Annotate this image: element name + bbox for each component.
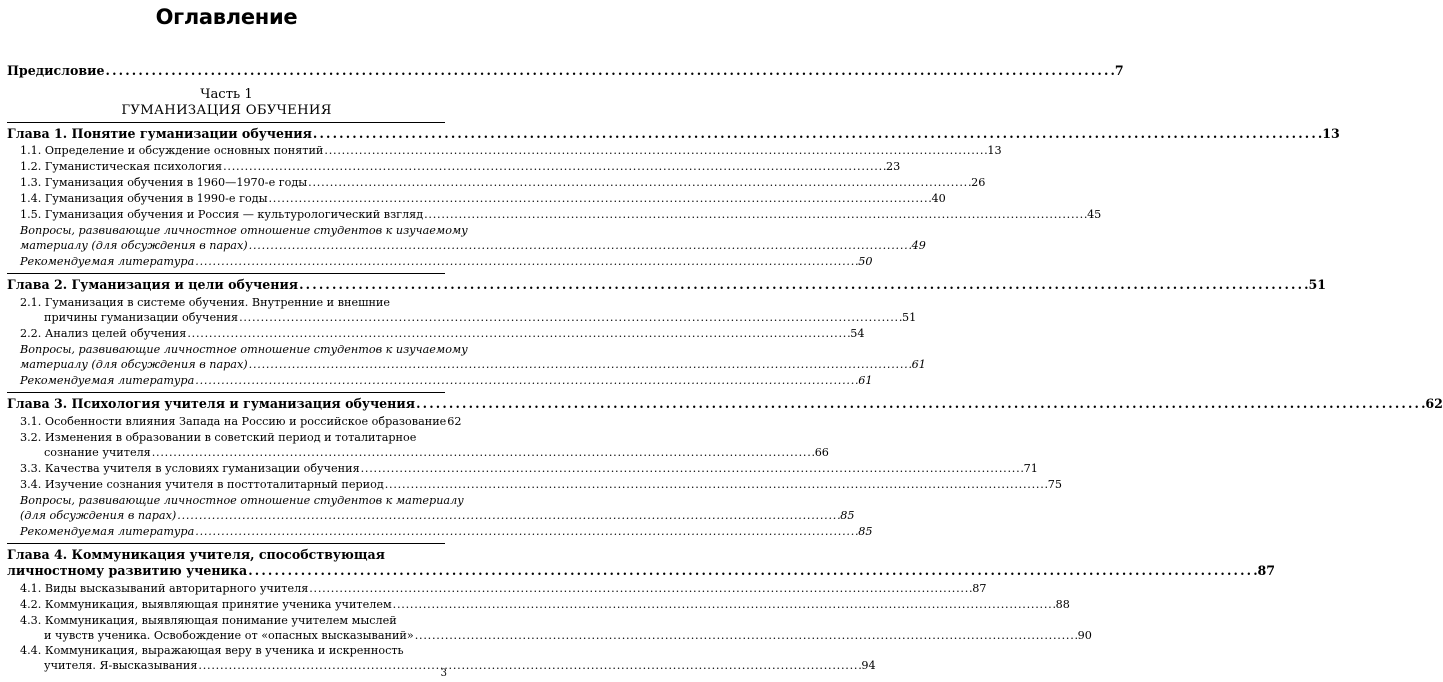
toc-page-number: 88 xyxy=(1055,598,1070,611)
chapter-divider xyxy=(7,543,445,544)
toc-entry-label: причины гуманизации обучения xyxy=(44,311,239,324)
toc-page-number: 40 xyxy=(931,192,946,205)
dot-leader xyxy=(268,191,931,206)
dot-leader xyxy=(360,461,1023,476)
toc-entry[interactable] xyxy=(20,254,873,269)
dot-leader xyxy=(194,254,857,269)
chapter-title: Глава 2. Гуманизация и цели обучения xyxy=(7,277,299,292)
toc-entry-label: материалу (для обсуждения в парах) xyxy=(20,239,248,252)
dot-leader xyxy=(308,581,971,596)
toc-entry[interactable] xyxy=(20,414,462,429)
toc-page-number: 54 xyxy=(850,327,865,340)
dot-leader xyxy=(151,445,814,460)
toc-page-number: 62 xyxy=(1425,396,1443,411)
toc-entry[interactable] xyxy=(20,477,1062,492)
dot-leader xyxy=(176,508,839,523)
toc-page-number: 94 xyxy=(861,659,876,672)
toc-entry[interactable] xyxy=(44,628,1092,643)
chapter-title: личностному развитию ученика xyxy=(7,563,248,578)
dot-leader xyxy=(105,63,1114,78)
chapter-divider xyxy=(7,392,445,393)
dot-leader xyxy=(298,277,1307,292)
toc-entry[interactable] xyxy=(20,597,1070,612)
toc-entry-label: 4.2. Коммуникация, выявляющая принятие ученика учителем xyxy=(20,598,392,611)
part-title: ГУМАНИЗАЦИЯ ОБУЧЕНИЯ xyxy=(121,103,332,118)
dot-leader xyxy=(197,658,860,673)
toc-entry-line: Вопросы, развивающие личностное отношение студентов к материалу xyxy=(20,494,464,507)
toc-chapter-2[interactable] xyxy=(7,277,1326,292)
dot-leader xyxy=(423,207,1086,222)
dot-leader xyxy=(238,310,901,325)
toc-entry[interactable] xyxy=(20,143,1002,158)
toc-entry-label: (для обсуждения в парах) xyxy=(20,509,177,522)
toc-page-number: 61 xyxy=(911,358,926,371)
dot-leader xyxy=(194,373,857,388)
toc-entry-label: 1.5. Гуманизация обучения и Россия — культурологический взгляд xyxy=(20,208,424,221)
toc-entry-label: 1.1. Определение и обсуждение основных понятий xyxy=(20,144,324,157)
chapter-divider xyxy=(7,273,445,274)
toc-entry-label: 3.4. Изучение сознания учителя в посттоталитарный период xyxy=(20,478,384,491)
chapter-title: Глава 3. Психология учителя и гуманизация обучения xyxy=(7,396,416,411)
toc-page-number: 50 xyxy=(858,255,873,268)
toc-entry[interactable] xyxy=(44,658,876,673)
toc-page-number: 62 xyxy=(447,415,462,428)
dot-leader xyxy=(248,238,911,253)
toc-chapter-3[interactable] xyxy=(7,396,1443,411)
toc-entry[interactable] xyxy=(20,508,855,523)
toc-entry[interactable] xyxy=(20,238,926,253)
toc-page-number: 87 xyxy=(1257,563,1276,578)
toc-entry-label: 3.1. Особенности влияния Запада на Россию и российское образование xyxy=(20,415,447,428)
dot-leader xyxy=(414,628,1077,643)
toc-page-number: 13 xyxy=(1322,126,1340,141)
toc-entry-label: 1.3. Гуманизация обучения в 1960—1970-е годы xyxy=(20,176,308,189)
toc-entry[interactable] xyxy=(20,581,987,596)
dot-leader xyxy=(247,563,1256,578)
toc-page-number: 26 xyxy=(971,176,986,189)
toc-page-number: 51 xyxy=(1308,277,1326,292)
toc-page-number: 75 xyxy=(1047,478,1062,491)
toc-entry-label: 1.4. Гуманизация обучения в 1990-е годы xyxy=(20,192,268,205)
toc-entry-line: 2.1. Гуманизация в системе обучения. Внутренние и внешние xyxy=(20,296,391,309)
toc-entry-label: Рекомендуемая литература xyxy=(20,525,195,538)
toc-entry[interactable] xyxy=(20,175,986,190)
toc-entry-line: 3.2. Изменения в образовании в советский период и тоталитарное xyxy=(20,431,417,444)
toc-page-number: 51 xyxy=(902,311,917,324)
page-number: 3 xyxy=(440,668,447,679)
toc-entry[interactable] xyxy=(44,310,917,325)
toc-page-number: 13 xyxy=(987,144,1002,157)
toc-page-number: 85 xyxy=(840,509,855,522)
dot-leader xyxy=(222,159,885,174)
toc-entry-label: материалу (для обсуждения в парах) xyxy=(20,358,248,371)
toc-entry[interactable] xyxy=(20,159,901,174)
toc-entry-label: 2.2. Анализ целей обучения xyxy=(20,327,187,340)
dot-leader xyxy=(415,396,1424,411)
toc-page-number: 61 xyxy=(858,374,873,387)
toc-entry[interactable] xyxy=(20,373,873,388)
toc-entry-label: Рекомендуемая литература xyxy=(20,374,195,387)
toc-page-number: 87 xyxy=(972,582,987,595)
chapter-divider xyxy=(7,122,445,123)
toc-entry-line: 4.3. Коммуникация, выявляющая понимание учителем мыслей xyxy=(20,614,397,627)
toc-entry[interactable] xyxy=(20,326,865,341)
toc-entry-label: сознание учителя xyxy=(44,446,151,459)
toc-entry-line: 4.4. Коммуникация, выражающая веру в ученика и искренность xyxy=(20,644,404,657)
toc-page-number: 7 xyxy=(1114,63,1124,78)
toc-entry-label: и чувств ученика. Освобождение от «опасных высказываний» xyxy=(44,629,414,642)
toc-page-number: 45 xyxy=(1087,208,1102,221)
chapter-title-line: Глава 4. Коммуникация учителя, способствующая xyxy=(7,547,385,562)
toc-entry[interactable] xyxy=(20,207,1102,222)
toc-page-number: 49 xyxy=(911,239,926,252)
toc-entry-label: 3.3. Качества учителя в условиях гуманизации обучения xyxy=(20,462,360,475)
page-title: Оглавление xyxy=(155,5,298,29)
dot-leader xyxy=(186,326,849,341)
chapter-title: Глава 1. Понятие гуманизации обучения xyxy=(7,126,312,141)
toc-entry[interactable] xyxy=(20,191,946,206)
toc-entry-label: Рекомендуемая литература xyxy=(20,255,195,268)
toc-entry-preface[interactable] xyxy=(7,63,1124,78)
toc-page-number: 71 xyxy=(1023,462,1038,475)
toc-entry-line: Вопросы, развивающие личностное отношение студентов к изучаемому xyxy=(20,343,468,356)
toc-entry[interactable] xyxy=(44,445,829,460)
dot-leader xyxy=(307,175,970,190)
toc-chapter-4[interactable] xyxy=(7,563,1276,578)
dot-leader xyxy=(248,357,911,372)
toc-page-number: 23 xyxy=(886,160,901,173)
toc-chapter-1[interactable] xyxy=(7,126,1340,141)
toc-page-number: 66 xyxy=(814,446,829,459)
toc-entry-label: Предисловие xyxy=(7,63,105,78)
toc-entry-label: 1.2. Гуманистическая психология xyxy=(20,160,223,173)
toc-entry[interactable] xyxy=(20,524,873,539)
toc-entry[interactable] xyxy=(20,357,926,372)
dot-leader xyxy=(312,126,1321,141)
part-label: Часть 1 xyxy=(200,87,253,102)
toc-entry-line: Вопросы, развивающие личностное отношение студентов к изучаемому xyxy=(20,224,468,237)
dot-leader xyxy=(323,143,986,158)
toc-entry-label: 4.1. Виды высказываний авторитарного учителя xyxy=(20,582,309,595)
dot-leader xyxy=(384,477,1047,492)
dot-leader xyxy=(392,597,1055,612)
toc-page-number: 90 xyxy=(1077,629,1092,642)
toc-page-number: 85 xyxy=(858,525,873,538)
toc-entry-label: учителя. Я-высказывания xyxy=(44,659,198,672)
dot-leader xyxy=(194,524,857,539)
toc-entry[interactable] xyxy=(20,461,1038,476)
